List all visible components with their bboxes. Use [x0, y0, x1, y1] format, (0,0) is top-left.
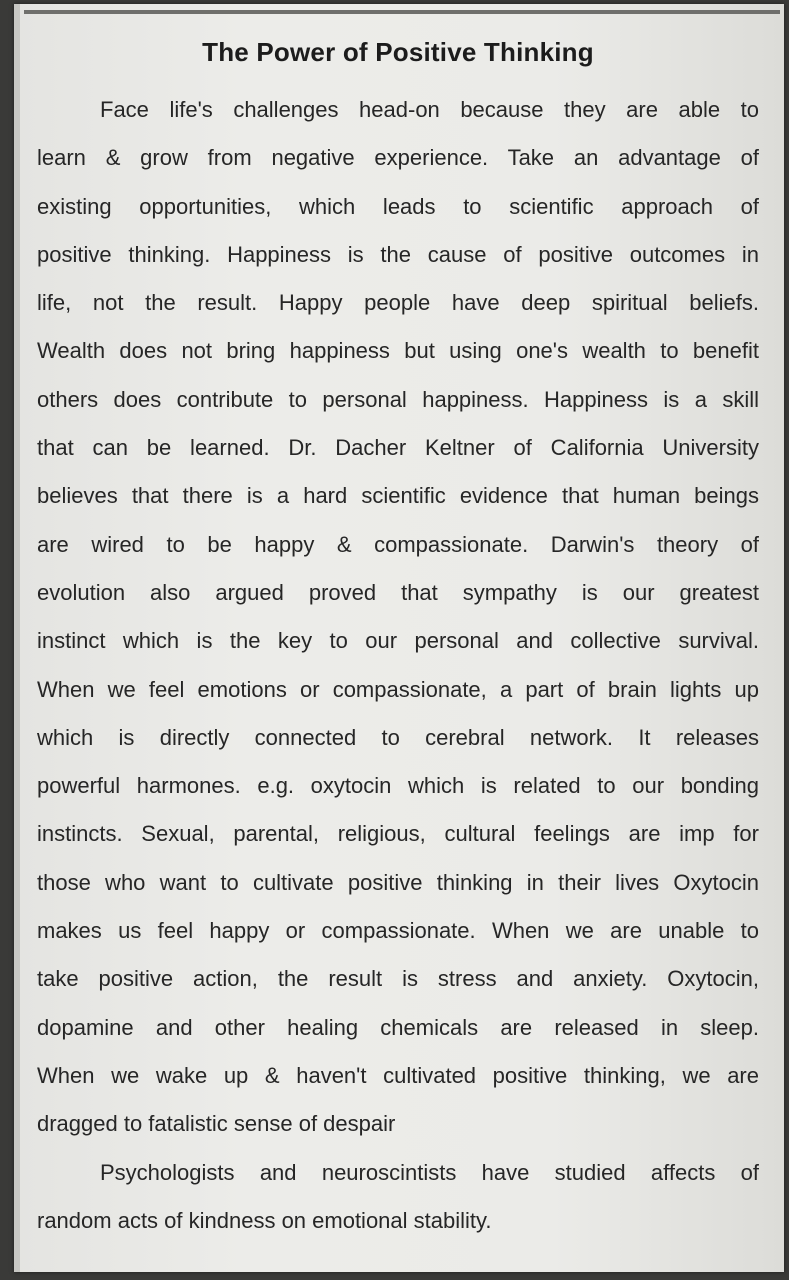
text-line: believes that there is a hard scientific evidence that human beings — [37, 483, 759, 509]
text-line: evolution also argued proved that sympathy is our greatest — [37, 579, 759, 605]
text-line: those who want to cultivate positive thinking in their lives Oxytocin — [37, 869, 759, 895]
top-rule-divider — [24, 10, 780, 14]
document-body — [37, 32, 759, 1245]
text-line: instinct which is the key to our personal and collective survival. — [37, 628, 759, 654]
text-line: When we feel emotions or compassionate, a part of brain lights up — [37, 676, 759, 702]
text-line: existing opportunities, which leads to scientific approach of — [37, 193, 759, 219]
text-line: When we wake up & haven't cultivated positive thinking, we are — [37, 1062, 759, 1088]
page-edge-shadow — [14, 4, 20, 1272]
document-page — [14, 4, 784, 1272]
text-line: random acts of kindness on emotional stability. — [37, 1207, 492, 1233]
text-line: instincts. Sexual, parental, religious, cultural feelings are imp for — [37, 821, 759, 847]
text-line: dopamine and other healing chemicals are released in sleep. — [37, 1014, 759, 1040]
text-line: are wired to be happy & compassionate. Darwin's theory of — [37, 531, 759, 557]
text-line: life, not the result. Happy people have deep spiritual beliefs. — [37, 290, 759, 316]
text-line: positive thinking. Happiness is the cause of positive outcomes in — [37, 241, 759, 267]
text-line: Psychologists and neuroscintists have studied affects of — [100, 1159, 759, 1185]
text-line: others does contribute to personal happiness. Happiness is a skill — [37, 386, 759, 412]
text-line: take positive action, the result is stress and anxiety. Oxytocin, — [37, 966, 759, 992]
text-line: which is directly connected to cerebral network. It releases — [37, 724, 759, 750]
text-line: powerful harmones. e.g. oxytocin which is related to our bonding — [37, 773, 759, 799]
text-line: learn & grow from negative experience. Take an advantage of — [37, 145, 759, 171]
paragraph-2 — [37, 1149, 759, 1246]
document-title: The Power of Positive Thinking — [202, 37, 594, 67]
text-line: that can be learned. Dr. Dacher Keltner of California University — [37, 435, 759, 461]
text-line: Wealth does not bring happiness but using one's wealth to benefit — [37, 338, 759, 364]
text-line: dragged to fatalistic sense of despair — [37, 1111, 396, 1137]
text-line: Face life's challenges head-on because they are able to — [100, 97, 759, 122]
paragraph-1 — [37, 86, 759, 1149]
text-line: makes us feel happy or compassionate. When we are unable to — [37, 918, 759, 944]
